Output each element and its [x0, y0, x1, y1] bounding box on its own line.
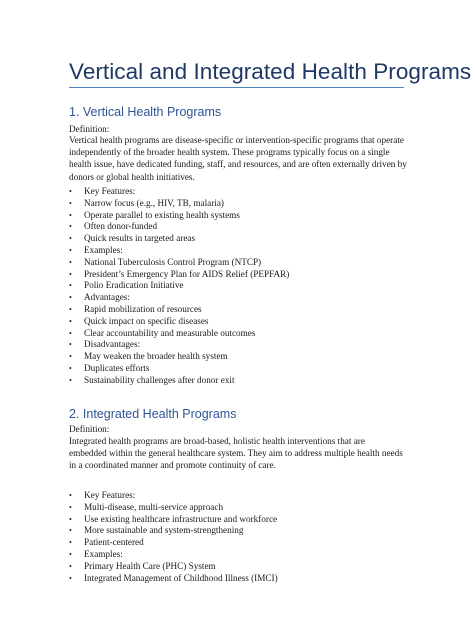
list-item — [69, 210, 289, 222]
list-item-text: Multi-disease, multi-service approach — [84, 501, 224, 512]
list-item-text: Polio Eradication Initiative — [84, 280, 184, 291]
title-underline — [69, 87, 404, 88]
list-item — [69, 561, 278, 573]
list-item — [69, 269, 289, 281]
bullet-icon: • — [69, 526, 72, 536]
bullet-icon: • — [69, 198, 72, 208]
list-item — [69, 351, 289, 363]
list-item-text: May weaken the broader health system — [84, 351, 228, 362]
bullet-icon: • — [69, 514, 72, 524]
bullet-icon: • — [69, 502, 72, 512]
bullet-icon: • — [69, 328, 72, 338]
bullet-icon: • — [69, 293, 72, 303]
list-item-text: Operate parallel to existing health systems — [84, 209, 240, 220]
definition-paragraph — [69, 435, 414, 472]
list-item-text: Duplicates efforts — [84, 362, 150, 373]
bullet-icon: • — [69, 269, 72, 279]
list-item — [69, 280, 289, 292]
list-item — [69, 375, 289, 387]
bullet-icon: • — [69, 538, 72, 548]
list-item — [69, 233, 289, 245]
bullet-icon: • — [69, 245, 72, 255]
definition-label: Definition: — [69, 424, 110, 434]
section-heading-integrated: 2. Integrated Health Programs — [69, 407, 237, 421]
list-item-text: Key Features: — [84, 186, 136, 196]
list-item-text: National Tuberculosis Control Program (NTCP) — [84, 256, 262, 267]
paragraph-line: embedded within the general healthcare system. They aim to address multiple health needs — [69, 448, 403, 459]
bullet-icon: • — [69, 304, 72, 314]
list-item — [69, 549, 278, 561]
paragraph-line: independently of the broader health system. These programs typically focus on a single — [69, 147, 390, 158]
list-item-text: President’s Emergency Plan for AIDS Relief (PEPFAR) — [84, 268, 290, 279]
list-item-text: More sustainable and system-strengthening — [84, 525, 244, 536]
section-heading-vertical: 1. Vertical Health Programs — [69, 105, 222, 119]
list-item — [69, 292, 289, 304]
list-item — [69, 525, 278, 537]
bullet-icon: • — [69, 375, 72, 385]
list-item-text: Use existing healthcare infrastructure and workforce — [84, 513, 278, 524]
bullet-icon: • — [69, 549, 72, 559]
bullet-icon: • — [69, 316, 72, 326]
list-item-text: Quick results in targeted areas — [84, 233, 196, 244]
bullet-list-vertical — [69, 186, 289, 387]
bullet-icon: • — [69, 257, 72, 267]
list-item-text: Often donor-funded — [84, 221, 158, 232]
list-item-text: Primary Health Care (PHC) System — [84, 560, 216, 571]
paragraph-line: Vertical health programs are disease-specific or intervention-specific programs that operate — [69, 135, 404, 145]
list-item-text: Quick impact on specific diseases — [84, 315, 209, 326]
bullet-icon: • — [69, 363, 72, 373]
bullet-icon: • — [69, 561, 72, 571]
list-item — [69, 328, 289, 340]
bullet-icon: • — [69, 210, 72, 220]
bullet-icon: • — [69, 222, 72, 232]
list-item-text: Rapid mobilization of resources — [84, 303, 202, 314]
document-title: Vertical and Integrated Health Programs — [69, 59, 472, 84]
list-item — [69, 490, 278, 502]
bullet-icon: • — [69, 281, 72, 291]
definition-label: Definition: — [69, 124, 110, 134]
list-item — [69, 339, 289, 351]
bullet-list-integrated — [69, 490, 278, 584]
list-item-text: Examples: — [84, 244, 123, 255]
bullet-icon: • — [69, 234, 72, 244]
list-item — [69, 186, 289, 198]
list-item — [69, 514, 278, 526]
list-item — [69, 573, 278, 585]
list-item — [69, 257, 289, 269]
list-item-text: Disadvantages: — [84, 339, 141, 350]
paragraph-line: in a coordinated manner and promote continuity of care. — [69, 460, 276, 471]
list-item-text: Examples: — [84, 548, 123, 559]
list-item — [69, 502, 278, 514]
list-item-text: Clear accountability and measurable outcomes — [84, 327, 256, 338]
paragraph-line: donors or global health initiatives. — [69, 171, 195, 182]
bullet-icon: • — [69, 352, 72, 362]
list-item — [69, 198, 289, 210]
list-item — [69, 537, 278, 549]
paragraph-line: health issue, have dedicated funding, staff, and resources, and are often externally driven by — [69, 159, 407, 170]
list-item-text: Sustainability challenges after donor exit — [84, 374, 235, 385]
list-item — [69, 304, 289, 316]
list-item — [69, 316, 289, 328]
list-item-text: Narrow focus (e.g., HIV, TB, malaria) — [84, 197, 224, 208]
list-item-text: Integrated Management of Childhood Illness (IMCI) — [84, 572, 278, 583]
list-item-text: Advantages: — [84, 292, 130, 303]
paragraph-line: Integrated health programs are broad-based, holistic health interventions that are — [69, 436, 365, 446]
bullet-icon: • — [69, 187, 72, 196]
bullet-icon: • — [69, 573, 72, 583]
list-item-text: Patient-centered — [84, 537, 144, 548]
list-item — [69, 221, 289, 233]
bullet-icon: • — [69, 340, 72, 350]
definition-paragraph — [69, 134, 414, 183]
list-item-text: Key Features: — [84, 490, 136, 500]
list-item — [69, 363, 289, 375]
list-item — [69, 245, 289, 257]
bullet-icon: • — [69, 491, 72, 500]
